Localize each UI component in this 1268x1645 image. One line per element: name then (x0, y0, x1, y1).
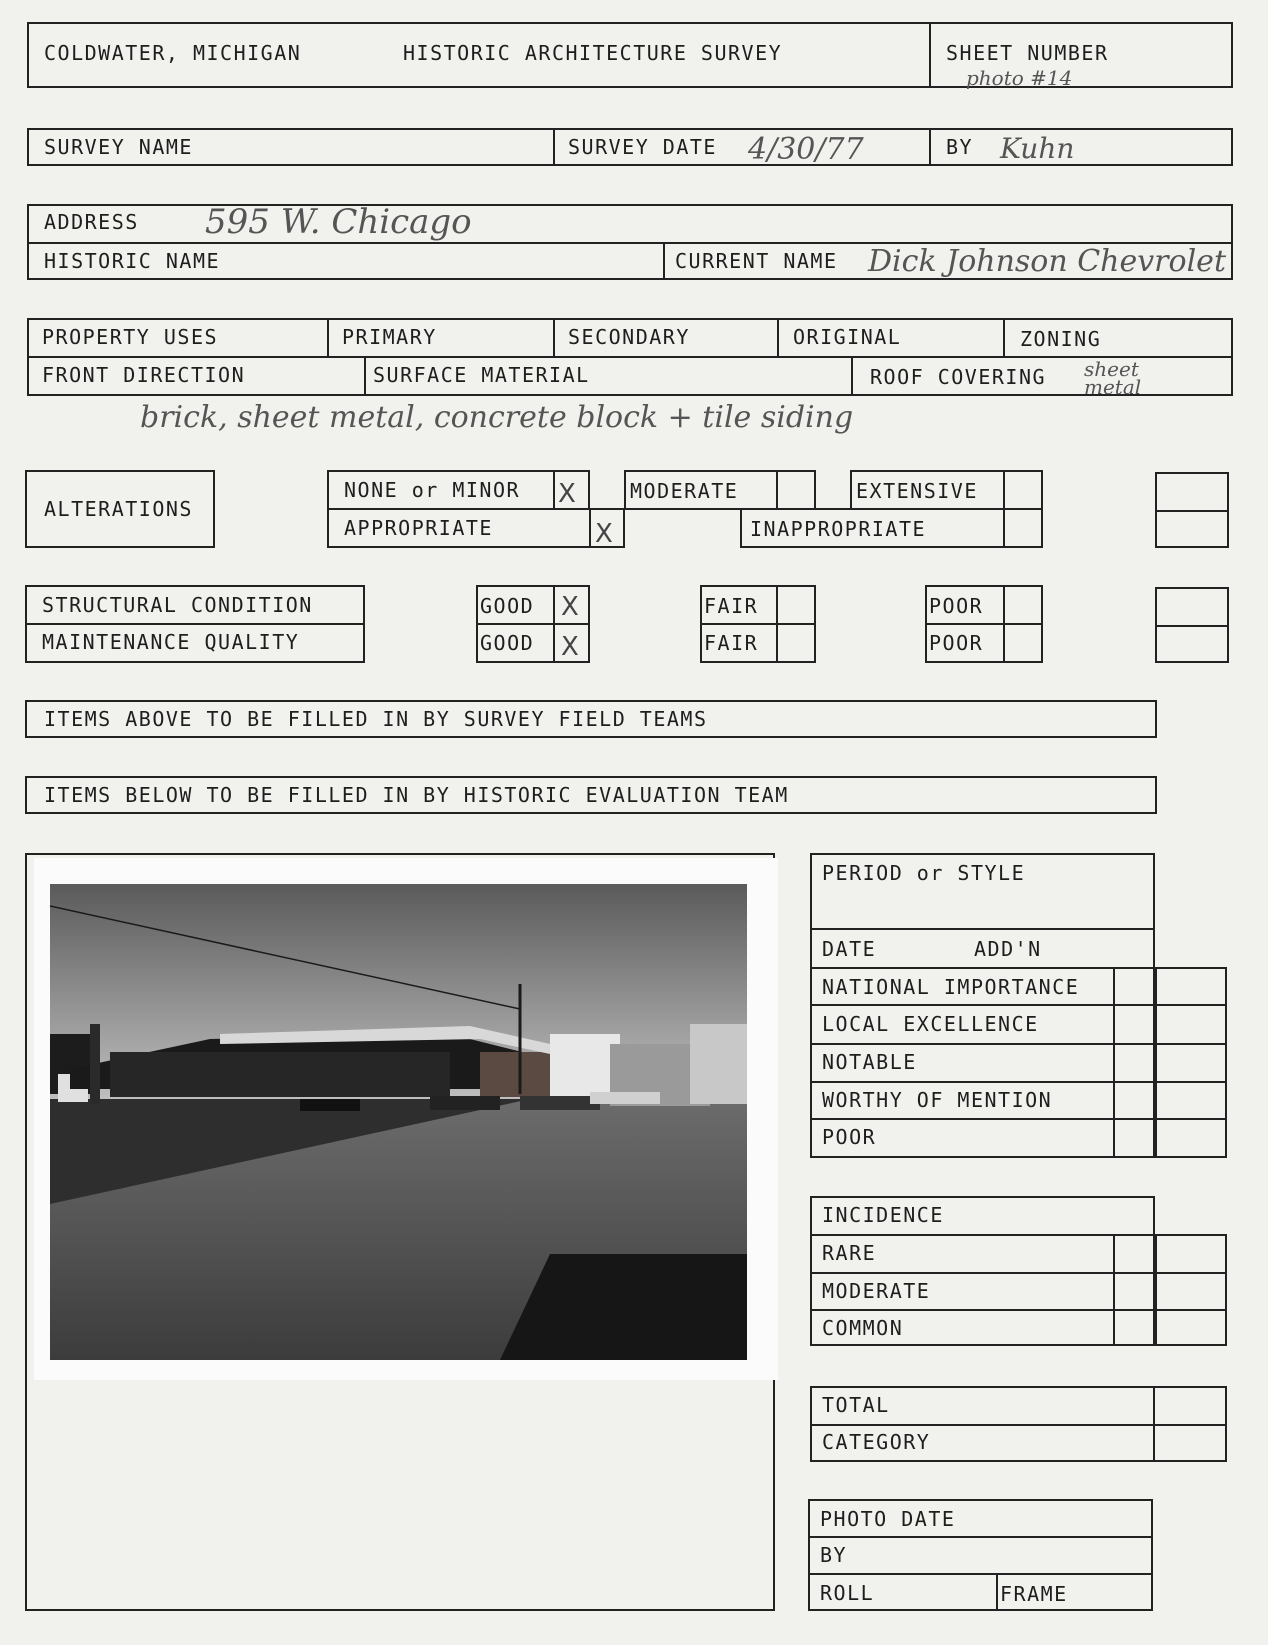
header-title: HISTORIC ARCHITECTURE SURVEY (403, 41, 783, 65)
roll-label: ROLL (820, 1581, 875, 1605)
poor-divider (925, 623, 1043, 625)
survey-divider-2 (929, 128, 931, 166)
extensive-check-divider (1003, 470, 1005, 510)
addn-label: ADD'N (974, 937, 1042, 961)
incidence-label: INCIDENCE (822, 1203, 944, 1227)
inappropriate-label: INAPPROPRIATE (750, 517, 927, 541)
notable-label: NOTABLE (822, 1050, 917, 1074)
structural-fair-label: FAIR (704, 594, 759, 618)
photo-date-label: PHOTO DATE (820, 1507, 956, 1531)
sheet-number-label: SHEET NUMBER (946, 41, 1109, 65)
fair-check-divider (776, 585, 778, 663)
survey-by-label: BY (946, 135, 974, 159)
none-or-minor-label: NONE or MINOR (344, 478, 521, 502)
zoning-label: ZONING (1020, 327, 1102, 351)
current-name-label: CURRENT NAME (675, 249, 838, 273)
secondary-label: SECONDARY (568, 325, 690, 349)
rare-label: RARE (822, 1241, 877, 1265)
extensive-label: EXTENSIVE (856, 479, 978, 503)
frame-divider (996, 1573, 998, 1611)
roof-covering-value[interactable]: sheet metal (1084, 357, 1142, 399)
frame-label: FRAME (1000, 1582, 1068, 1606)
worthy-of-mention-label: WORTHY OF MENTION (822, 1088, 1053, 1112)
good-check-divider (553, 585, 555, 663)
maintenance-good-check[interactable]: X (561, 632, 579, 662)
inappropriate-check-divider (1003, 508, 1005, 548)
local-excellence-label: LOCAL EXCELLENCE (822, 1012, 1039, 1036)
property-divider-3 (777, 318, 779, 358)
header-city: COLDWATER, MICHIGAN (44, 41, 302, 65)
common-label: COMMON (822, 1316, 904, 1340)
photo-by-divider (808, 1573, 1153, 1575)
moderate-check-divider (776, 470, 778, 510)
sheet-number-value[interactable]: photo #14 (966, 66, 1073, 90)
survey-by-value[interactable]: Kuhn (1000, 132, 1075, 165)
totals-score-divider (1153, 1386, 1155, 1462)
incidence-score-box[interactable] (1113, 1234, 1227, 1346)
current-name-divider (663, 242, 665, 280)
current-name-value[interactable]: Dick Johnson Chevrolet (868, 244, 1226, 279)
items-below-note: ITEMS BELOW TO BE FILLED IN BY HISTORIC EVALUATION TEAM (44, 783, 789, 807)
surface-material-note[interactable]: brick, sheet metal, concrete block + tile siding (140, 400, 854, 435)
category-label: CATEGORY (822, 1430, 931, 1454)
period-or-style-label: PERIOD or STYLE (822, 861, 1026, 885)
period-divider (810, 928, 1155, 930)
property-divider-1 (327, 318, 329, 358)
alterations-score-divider (1155, 510, 1229, 512)
address-value[interactable]: 595 W. Chicago (205, 202, 472, 242)
maintenance-good-label: GOOD (480, 631, 535, 655)
appropriate-label: APPROPRIATE (344, 516, 493, 540)
primary-label: PRIMARY (342, 325, 437, 349)
condition-score-divider (1155, 625, 1229, 627)
address-label: ADDRESS (44, 210, 139, 234)
total-label: TOTAL (822, 1393, 890, 1417)
roof-divider (851, 356, 853, 396)
photo-date-divider (808, 1536, 1153, 1538)
appropriate-check-divider (589, 508, 591, 548)
original-label: ORIGINAL (793, 325, 902, 349)
poor-check-divider (1003, 585, 1005, 663)
maintenance-quality-label: MAINTENANCE QUALITY (42, 630, 300, 654)
building-photo (50, 884, 747, 1360)
fair-divider (700, 623, 816, 625)
header-divider (929, 22, 931, 88)
totals-divider (810, 1424, 1227, 1426)
structural-condition-label: STRUCTURAL CONDITION (42, 593, 313, 617)
none-or-minor-check-divider (553, 470, 555, 510)
evaluation-poor-label: POOR (822, 1125, 877, 1149)
structural-good-check[interactable]: X (561, 592, 579, 622)
maintenance-fair-label: FAIR (704, 631, 759, 655)
survey-name-label: SURVEY NAME (44, 135, 193, 159)
historic-name-label: HISTORIC NAME (44, 249, 221, 273)
property-uses-label: PROPERTY USES (42, 325, 219, 349)
evaluation-score-box[interactable] (1113, 967, 1227, 1158)
incidence-moderate-label: MODERATE (822, 1279, 931, 1303)
date-label: DATE (822, 937, 877, 961)
photo-by-label: BY (820, 1543, 848, 1567)
good-divider (476, 623, 590, 625)
surface-divider (364, 356, 366, 396)
none-or-minor-check[interactable]: X (558, 479, 576, 509)
survey-date-value[interactable]: 4/30/77 (748, 132, 864, 167)
structural-good-label: GOOD (480, 594, 535, 618)
alterations-label: ALTERATIONS (44, 497, 193, 521)
property-divider-4 (1003, 318, 1005, 358)
items-above-note: ITEMS ABOVE TO BE FILLED IN BY SURVEY FIELD TEAMS (44, 707, 708, 731)
structural-poor-label: POOR (929, 594, 984, 618)
roof-covering-label: ROOF COVERING (870, 365, 1047, 389)
front-direction-label: FRONT DIRECTION (42, 363, 246, 387)
surface-material-label: SURFACE MATERIAL (373, 363, 590, 387)
national-importance-label: NATIONAL IMPORTANCE (822, 975, 1080, 999)
survey-divider-1 (553, 128, 555, 166)
moderate-label: MODERATE (630, 479, 739, 503)
evaluation-score-divider (1155, 967, 1157, 1158)
property-divider-2 (553, 318, 555, 358)
incidence-score-divider (1155, 1234, 1157, 1346)
condition-label-divider (25, 623, 365, 625)
maintenance-poor-label: POOR (929, 631, 984, 655)
survey-date-label: SURVEY DATE (568, 135, 717, 159)
building-photo-image (50, 884, 747, 1360)
appropriate-check[interactable]: X (595, 519, 613, 549)
